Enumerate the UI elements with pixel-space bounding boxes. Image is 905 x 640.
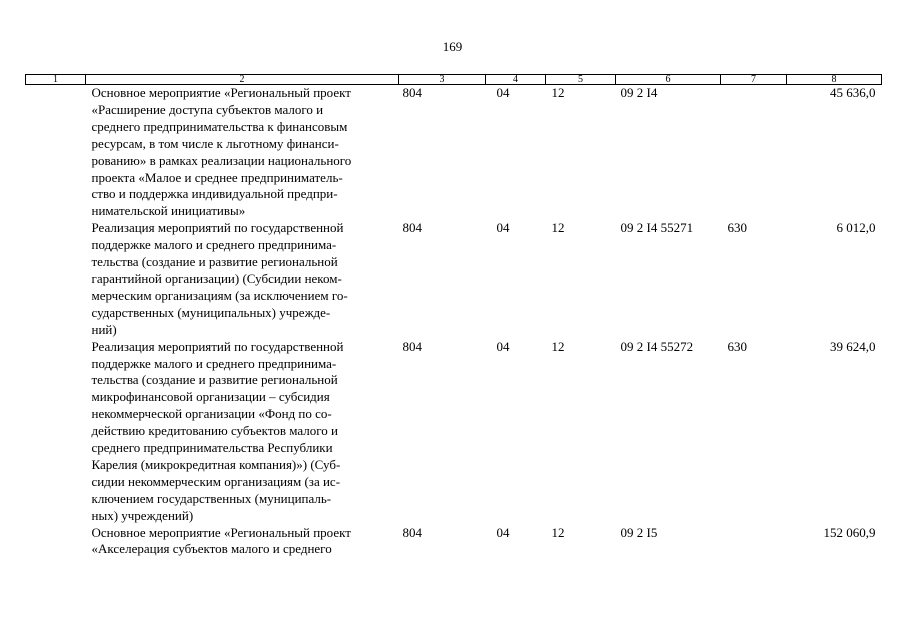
table-row: [26, 525, 882, 559]
row-number-cell: [26, 525, 86, 559]
subsection-code-cell: 12: [551, 220, 565, 236]
amount-cell: 39 624,0: [830, 338, 876, 354]
expense-type-cell: [721, 85, 787, 221]
expense-type-cell: 630: [727, 338, 747, 354]
expense-name: Основное мероприятие «Региональный проект «Акселерация субъектов малого и среднего: [91, 524, 351, 557]
subsection-code-cell: 12: [551, 524, 565, 540]
expense-name-cell: [86, 525, 399, 559]
target-article-cell: 09 2 I4 55272: [620, 338, 694, 354]
row-number-cell: [26, 220, 86, 338]
gr-code-cell: 804: [402, 85, 422, 100]
target-article-cell: 09 2 I5: [620, 524, 658, 540]
amount-cell: 45 636,0: [830, 85, 876, 100]
expense-name: Реализация мероприятий по государственной поддержке малого и среднего предпринима- тельства (создание и развитие региональной микрофинансовой организации – субсидия некоммерческой организации «Фонд по со- действию кредитованию субъектов малого и среднего предпринимательства Республики Карелия (микрокредитная компания)») (Суб- сидии некоммерческим организациям (за ис- ключением государственных (муниципаль- ных) учреждений): [91, 338, 344, 523]
header-cell-6: 6: [616, 75, 721, 85]
expense-name: Основное мероприятие «Региональный проект «Расширение доступа субъектов малого и среднего предпринимательства к финансовым ресурсам, в том числе к льготному финанси- рованию» в рамках реализации национального проекта «Малое и среднее предприниматель- ство и поддержка индивидуальной предпри- нимательской инициативы»: [91, 85, 352, 219]
subsection-code-cell: 12: [551, 85, 565, 100]
header-cell-3: 3: [399, 75, 486, 85]
subsection-code-cell: 12: [551, 338, 565, 354]
header-row: [26, 75, 882, 85]
row-number-cell: [26, 339, 86, 525]
target-article-cell: 09 2 I4 55271: [620, 220, 694, 236]
expense-name-cell: [86, 220, 399, 338]
section-code-cell: 04: [496, 338, 510, 354]
expense-type-cell: 630: [727, 220, 747, 236]
section-code-cell: 04: [496, 220, 510, 236]
target-article-cell: 09 2 I4: [620, 85, 658, 100]
section-code-cell: 04: [496, 524, 510, 540]
gr-code-cell: 804: [402, 524, 422, 540]
expense-name-cell: [86, 339, 399, 525]
section-code-cell: 04: [496, 85, 510, 100]
header-cell-2: 2: [86, 75, 399, 85]
header-cell-4: 4: [486, 75, 546, 85]
gr-code-cell: 804: [402, 220, 422, 236]
amount-cell: 6 012,0: [836, 220, 876, 236]
expense-name-cell: [86, 85, 399, 221]
budget-table: [25, 74, 882, 558]
table-row: [26, 220, 882, 338]
header-cell-1: 1: [26, 75, 86, 85]
expense-name: Реализация мероприятий по государственной поддержке малого и среднего предпринима- тельства (создание и развитие региональной гарантийной организации) (Субсидии неком- мерческим организациям (за исключением го- сударственных (муниципальных) учрежде- ний): [91, 220, 348, 337]
amount-cell: 152 060,9: [823, 524, 876, 540]
page-number: 169: [442, 39, 463, 54]
header-cell-5: 5: [546, 75, 616, 85]
header-cell-8: 8: [787, 75, 882, 85]
row-number-cell: [26, 85, 86, 221]
header-cell-7: 7: [721, 75, 787, 85]
table-row: [26, 85, 882, 221]
table-row: [26, 339, 882, 525]
gr-code-cell: 804: [402, 338, 422, 354]
expense-type-cell: [721, 525, 787, 559]
